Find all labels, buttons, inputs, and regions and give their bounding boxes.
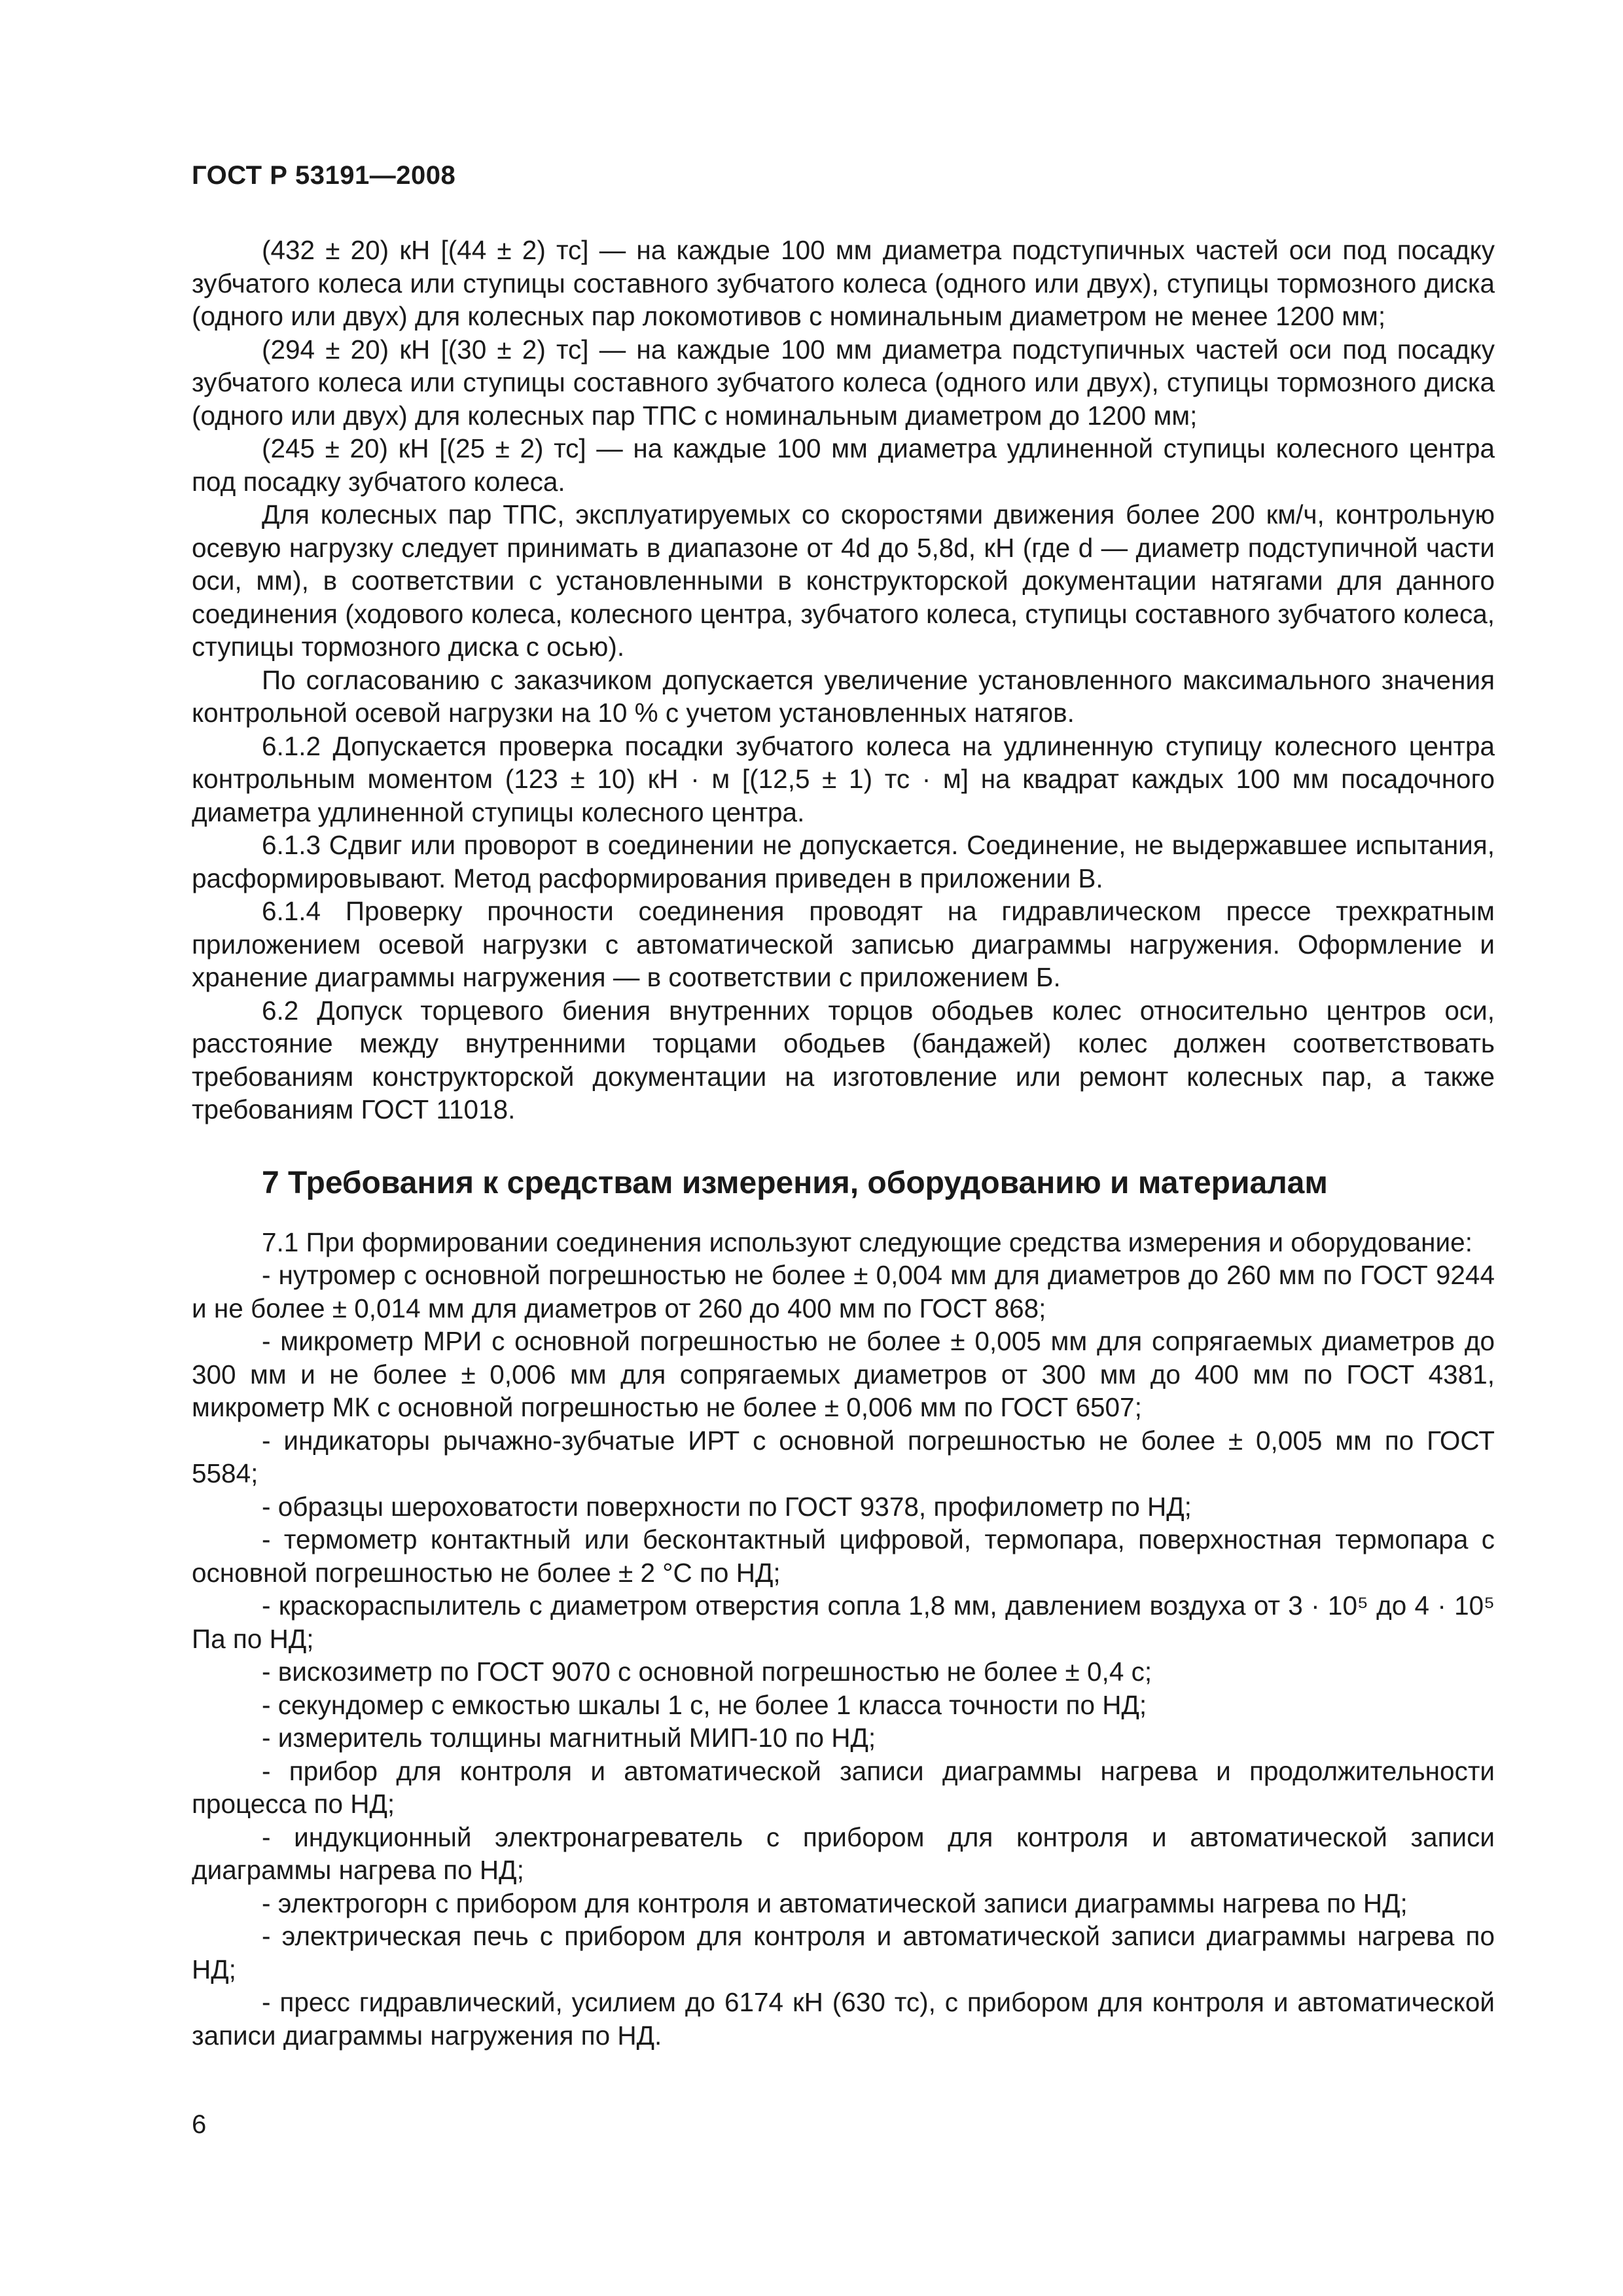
list-item: - индукционный электронагреватель с прибором для контроля и автоматической записи диаграммы нагрева по НД; — [192, 1821, 1495, 1885]
list-item: - измеритель толщины магнитный МИП-10 по НД; — [262, 1723, 876, 1753]
list-item: - краскораспылитель с диаметром отверстия сопла 1,8 мм, давлением воздуха от 3 · 10⁵ до 4 · 10⁵ Па по НД; — [192, 1590, 1495, 1654]
list-item: - образцы шероховатости поверхности по ГОСТ 9378, профилометр по НД; — [262, 1491, 1192, 1522]
paragraph: 7.1 При формировании соединения используют следующие средства измерения и оборудование: — [262, 1227, 1472, 1257]
section-heading: 7 Требования к средствам измерения, оборудованию и материалам — [262, 1165, 1328, 1200]
paragraph: 6.1.2 Допускается проверка посадки зубчатого колеса на удлиненную ступицу колесного центра контрольным моментом (123 ± 10) кН · м [(12,5 ± 1) тс · м] на квадрат каждых 100 мм посадочного диаметра удлиненной ступицы колесного центра. — [192, 730, 1495, 827]
paragraph: (432 ± 20) кН [(44 ± 2) тс] — на каждые 100 мм диаметра подступичных частей оси под посадку зубчатого колеса или ступицы составного зубчатого колеса (одного или двух), ступицы тормозного диска (одного или двух) для колесных пар локомотивов с номинальным диаметром не менее 1200 мм; — [192, 235, 1495, 331]
paragraph: 6.1.3 Сдвиг или проворот в соединении не допускается. Соединение, не выдержавшее испытания, расформировывают. Метод расформирования приведен в приложении В. — [192, 830, 1495, 893]
list-item: - пресс гидравлический, усилием до 6174 кН (630 тс), с прибором для контроля и автоматической записи диаграммы нагружения по НД. — [192, 1987, 1495, 2051]
list-item: - термометр контактный или бесконтактный цифровой, термопара, поверхностная термопара с основной погрешностью не более ± 2 °С по НД; — [192, 1524, 1495, 1588]
list-item: - вискозиметр по ГОСТ 9070 с основной погрешностью не более ± 0,4 с; — [262, 1657, 1152, 1687]
paragraph: (245 ± 20) кН [(25 ± 2) тс] — на каждые 100 мм диаметра удлиненной ступицы колесного центра под посадку зубчатого колеса. — [192, 433, 1495, 497]
list-item: - индикаторы рычажно-зубчатые ИРТ с основной погрешностью не более ± 0,005 мм по ГОСТ 5584; — [192, 1425, 1495, 1488]
paragraph: 6.1.4 Проверку прочности соединения проводят на гидравлическом прессе трехкратным приложением осевой нагрузки с автоматической записью диаграммы нагружения. Оформление и хранение диаграммы нагружения — в соответствии с приложением Б. — [192, 896, 1495, 992]
list-item: - нутромер с основной погрешностью не более ± 0,004 мм для диаметров до 260 мм по ГОСТ 9244 и не более ± 0,014 мм для диаметров от 260 до 400 мм по ГОСТ 868; — [192, 1260, 1495, 1323]
document-body — [192, 234, 1495, 2052]
page-number: 6 — [192, 2110, 207, 2139]
paragraph: 6.2 Допуск торцевого биения внутренних торцов ободьев колес относительно центров оси, расстояние между внутренними торцами ободьев (бандажей) колес должен соответствовать требованиям конструкторской документации на изготовление или ремонт колесных пар, а также требованиям ГОСТ 11018. — [192, 995, 1495, 1124]
list-item: - электрическая печь с прибором для контроля и автоматической записи диаграммы нагрева по НД; — [192, 1921, 1495, 1984]
list-item: - прибор для контроля и автоматической записи диаграммы нагрева и продолжительности процесса по НД; — [192, 1755, 1495, 1819]
document-header-id: ГОСТ Р 53191—2008 — [192, 161, 456, 190]
paragraph: Для колесных пар ТПС, эксплуатируемых со скоростями движения более 200 км/ч, контрольную осевую нагрузку следует принимать в диапазоне от 4d до 5,8d, кН (где d — диаметр подступичной части оси, мм), в соответствии с установленными в конструкторской документации натягами для данного соединения (ходового колеса, колесного центра, зубчатого колеса, ступицы составного зубчатого колеса, ступицы тормозного диска с осью). — [192, 499, 1495, 662]
paragraph: По согласованию с заказчиком допускается увеличение установленного максимального значения контрольной осевой нагрузки на 10 % с учетом установленных натягов. — [192, 664, 1495, 728]
list-item: - электрогорн с прибором для контроля и автоматической записи диаграммы нагрева по НД; — [262, 1888, 1408, 1918]
list-item: - секундомер с емкостью шкалы 1 с, не более 1 класса точности по НД; — [262, 1689, 1147, 1720]
paragraph: (294 ± 20) кН [(30 ± 2) тс] — на каждые 100 мм диаметра подступичных частей оси под посадку зубчатого колеса или ступицы составного зубчатого колеса (одного или двух), ступицы тормозного диска (одного или двух) для колесных пар ТПС с номинальным диаметром до 1200 мм; — [192, 334, 1495, 431]
list-item: - микрометр МРИ с основной погрешностью не более ± 0,005 мм для сопрягаемых диаметров до 300 мм и не более ± 0,006 мм для сопрягаемых диаметров от 300 мм до 400 мм по ГОСТ 4381, микрометр МК с основной погрешностью не более ± 0,006 мм по ГОСТ 6507; — [192, 1326, 1495, 1422]
